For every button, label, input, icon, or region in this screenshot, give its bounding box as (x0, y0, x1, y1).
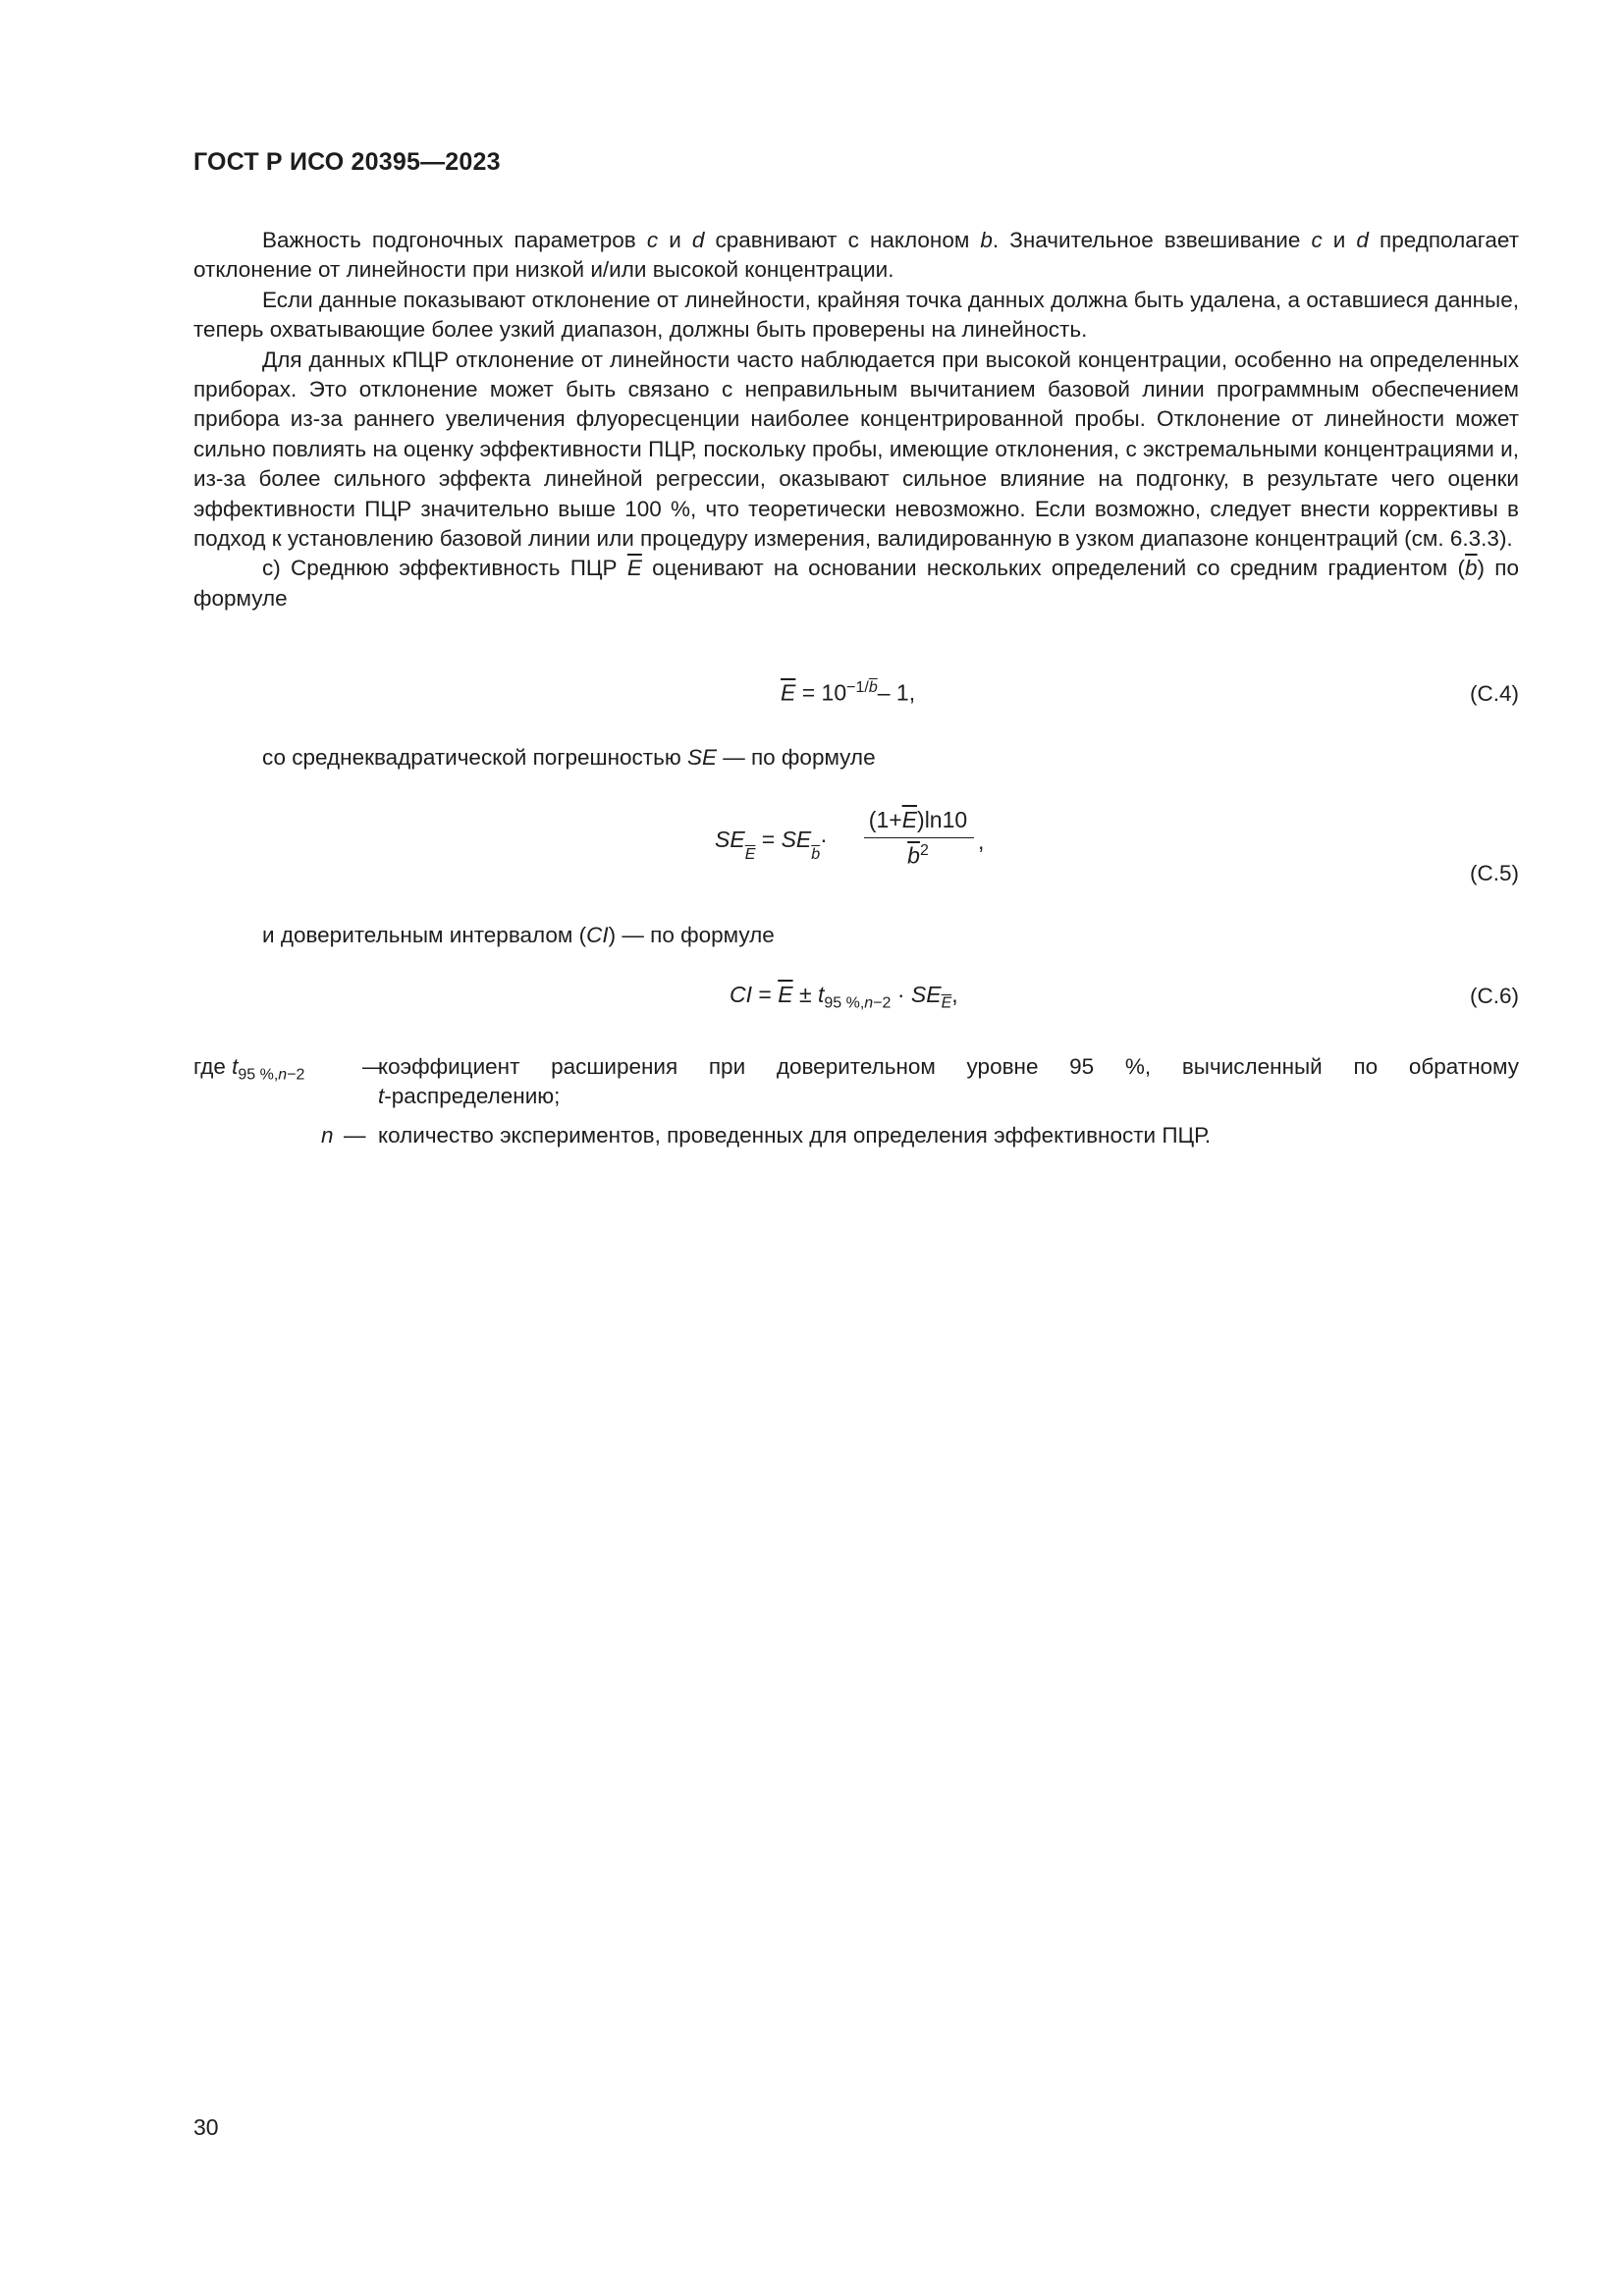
where-label-t: где $t_{95 \%,n-2}$ (193, 1054, 305, 1084)
formula-c6-intro: и доверительным интервалом (CI) — по формуле (262, 923, 775, 947)
page-number: 30 (193, 2114, 219, 2140)
formula-c6-number: (C.6) (1470, 984, 1519, 1008)
paragraph-1: Важность подгоночных параметров c и d сравнивают с наклоном b. Значительное взвешивание c и d предполагает отклонение от линейности при низкой и/или высокой концентрации. (193, 228, 1520, 283)
where-dash-n: — (344, 1123, 366, 1148)
formula-c6: CI = $\overline{E} \pm t_{95 \%,n-2} \cdot SE_{\overline{E}}$, (730, 982, 958, 1012)
where-desc-t-line1: коэффициент расширения при доверительном уровне 95 %, вычисленный по обратному (378, 1054, 1519, 1079)
where-label-n: n (321, 1123, 334, 1148)
body-text (193, 226, 1519, 614)
where-desc-n: количество экспериментов, проведенных для определения эффективности ПЦР. (378, 1123, 1212, 1148)
paragraph-4: c) Среднюю эффективность ПЦР $\overline{E}$ оценивают на основании нескольких определений со средним градиентом $(\overline{b})$ по формуле (193, 556, 1519, 611)
where-dash-t: — (362, 1054, 385, 1079)
paragraph-3: Для данных кПЦР отклонение от линейности часто наблюдается при высокой концентрации, особенно на определенных приборах. Это отклонение может быть связано с неправильным вычитанием базовой линии программным обеспечением прибора из-за раннего увеличения флуоресценции наиболее концентрированной пробы. Отклонение от линейности может сильно повлиять на оценку эффективности ПЦР, поскольку пробы, имеющие отклонения, с экстремальными концентрациями и, из-за более сильного эффекта линейной регрессии, оказывают сильное влияние на подгонку, в результате чего оценки эффективности ПЦР значительно выше 100 %, что теоретически невозможно. Если возможно, следует внести коррективы в подход к установлению базовой линии или процедуру измерения, валидированную в узком диапазоне концентраций (см. 6.3.3). (193, 347, 1519, 552)
fraction-bar (864, 837, 974, 838)
formula-c5-intro: со среднеквадратической погрешностью SE — по формуле (262, 745, 876, 770)
formula-c5-number: (C.5) (1470, 861, 1519, 885)
formula-c5: $SE_{\overline{E}} = SE_{\overline{b}}\cdot$ $(1+\overline{E})\ln 10$ $\overline{b}^2$ , (715, 807, 985, 869)
formula-c4-number: (C.4) (1470, 681, 1519, 706)
where-desc-t-line2: t-распределению; (378, 1084, 561, 1108)
document-header: ГОСТ Р ИСО 20395—2023 (193, 148, 501, 176)
paragraph-2: Если данные показывают отклонение от линейности, крайняя точка данных должна быть удалена, а оставшиеся данные, теперь охватывающие более узкий диапазон, должны быть проверены на линейность. (193, 287, 1519, 343)
formula-c4: $\overline{E} = 10^{-1/\overline{b}}-$ 1, (781, 679, 916, 706)
fraction-numerator: $(1+\overline{E})\ln 10$ (868, 807, 968, 832)
fraction-denominator: $\overline{b}^2$ (907, 842, 929, 869)
